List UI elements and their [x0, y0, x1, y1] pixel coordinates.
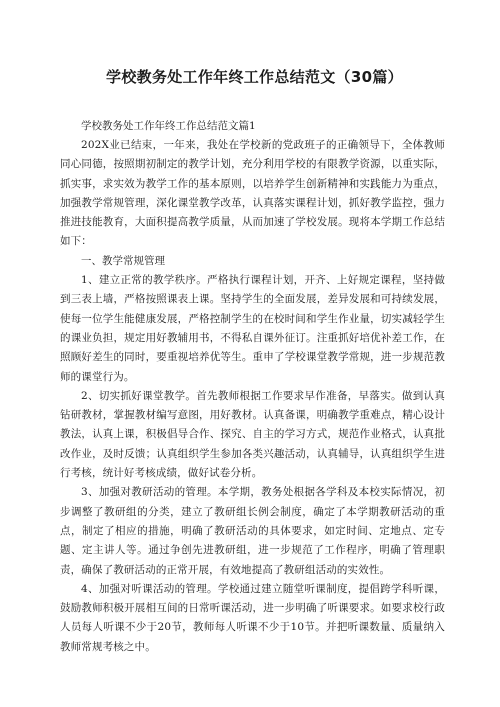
paragraph-1: 1、建立正常的教学秩序。严格执行课程计划，开齐、上好规定课程，坚持做到三表上墙，严格按照课表上课。坚持学生的全面发展，差异发展和可持续发展，使每一位学生能健康发展，严格控制学生的在校时间和学生作业量，切实减轻学生的课业负担，规定用好教辅用书，不得私自课外征订。注重抓好培优补差工作，在照顾好差生的同时，要重视培养优等生。重申了学校课堂教学常规，进一步规范教师的课堂行为。: [60, 274, 445, 383]
paragraph-2: 2、切实抓好课堂教学。首先教师根据工作要求早作准备，早落实。做到认真钻研教材，掌握教材编写意图，用好教材。认真备课，明确教学重难点，精心设计教法，认真上课，积极倡导合作、探究、自主的学习方式，规范作业格式，认真批改作业，及时反馈；认真组织学生参加各类兴趣活动，认真辅导，认真组织学生进行考核，统计好考核成绩，做好试卷分析。: [60, 389, 445, 480]
paragraph-3: 3、加强对教研活动的管理。本学期，教务处根据各学科及本校实际情况，初步调整了教研组的分类，建立了教研组长例会制度，确定了本学期教研活动的重点，制定了相应的措施，明确了教研活动的具体要求，如定时间、定地点、定专题、定主讲人等。通过争创先进教研组，进一步规范了工作程序，明确了管理职责，确保了教研活动的正常开展，有效地提高了教研组活动的实效性。: [60, 486, 445, 576]
intro-paragraph: 202X业已结束，一年来，我处在学校新的党政班子的正确领导下，全体教师同心同德，按照期初制定的教学计划，充分利用学校的有限教学资源，以重实际，抓实事，求实效为教学工作的基本原则，以培养学生创新精神和实践能力为重点，加强教学常规管理，深化课堂教学改革，认真落实课程计划，抓好教学监控，强力推进技能教育，大面积提高教学质量，从而加速了学校发展。现将本学期工作总结如下：: [60, 139, 445, 248]
document-title: 学校教务处工作年终工作总结范文（30篇）: [106, 68, 403, 86]
section-heading: 一、教学常规管理: [81, 254, 165, 267]
paragraph-4: 4、加强对听课活动的管理。学校通过建立随堂听课制度，提倡跨学科听课，鼓励教师积极开展相互间的日常听课活动，进一步明确了听课要求。如要求校行政人员每人听课不少于20节，教师每人听课不少于10节。并把听课数量、质量纳入教师常规考核之中。: [60, 582, 445, 653]
article-subtitle: 学校教务处工作年终工作总结范文篇1: [81, 120, 256, 132]
